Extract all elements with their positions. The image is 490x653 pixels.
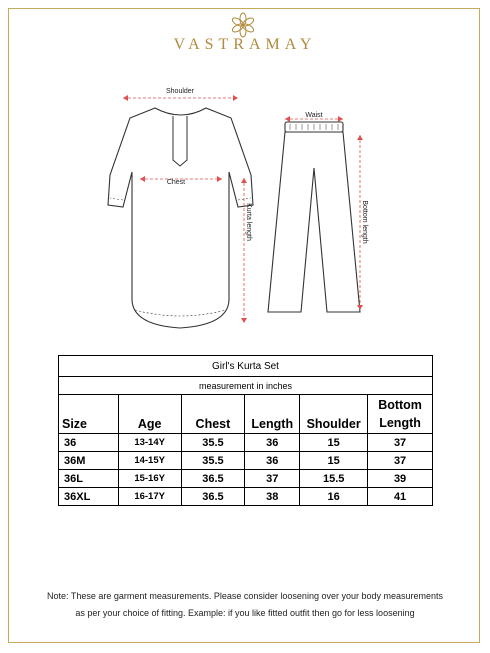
table-title: Girl's Kurta Set [59,356,433,377]
header-bottom-length [368,395,433,434]
header-length: Length [245,395,300,434]
kurta-hem [135,310,226,316]
cell-age: 14-15Y [118,452,181,470]
cell-age: 13-14Y [118,434,181,452]
cell-chest: 35.5 [181,434,245,452]
size-chart-table [58,355,433,506]
cell-size: 36M [59,452,119,470]
cell-shoulder: 15 [300,452,368,470]
cell-age: 16-17Y [118,488,181,506]
cell-shoulder: 15 [300,434,368,452]
table-row [59,434,433,452]
pants-outline [268,132,360,312]
cell-shoulder: 16 [300,488,368,506]
chest-label: Chest [166,179,186,186]
note-line-1: Note: These are garment measurements. Please consider loosening over your body measurements [46,591,444,601]
kurta-outline [108,108,253,328]
cell-bottom: 37 [368,452,433,470]
cell-chest: 35.5 [181,452,245,470]
pants-waistband-gathers [290,124,338,130]
cell-bottom: 39 [368,470,433,488]
cell-length: 37 [245,470,300,488]
table-row [59,470,433,488]
bottom-length-label: Bottom length [361,200,368,244]
cell-size: 36L [59,470,119,488]
cell-size: 36XL [59,488,119,506]
note-line-2: as per your choice of fitting. Example: if you like fitted outfit then go for less loosening [75,608,415,618]
shoulder-label: Shoulder [165,88,195,95]
cell-size: 36 [59,434,119,452]
header-bottom-line1: Bottom [378,398,422,412]
header-bottom-line2: Length [379,416,421,430]
cell-length: 36 [245,452,300,470]
cell-bottom: 37 [368,434,433,452]
header-shoulder: Shoulder [300,395,368,434]
cell-bottom: 41 [368,488,433,506]
cell-length: 36 [245,434,300,452]
header-size: Size [59,395,119,434]
cell-age: 15-16Y [118,470,181,488]
cell-chest: 36.5 [181,488,245,506]
cell-chest: 36.5 [181,470,245,488]
header-chest: Chest [181,395,245,434]
kurta-placket [173,116,187,166]
cell-shoulder: 15.5 [300,470,368,488]
waist-label: Waist [305,112,323,119]
kurta-length-label: Kurta length [245,203,252,241]
brand-name: VASTRAMAY [173,36,317,53]
table-subtitle: measurement in inches [59,377,433,395]
table-row [59,452,433,470]
header-age: Age [118,395,181,434]
note-text [10,588,480,622]
cell-length: 38 [245,488,300,506]
table-row [59,488,433,506]
